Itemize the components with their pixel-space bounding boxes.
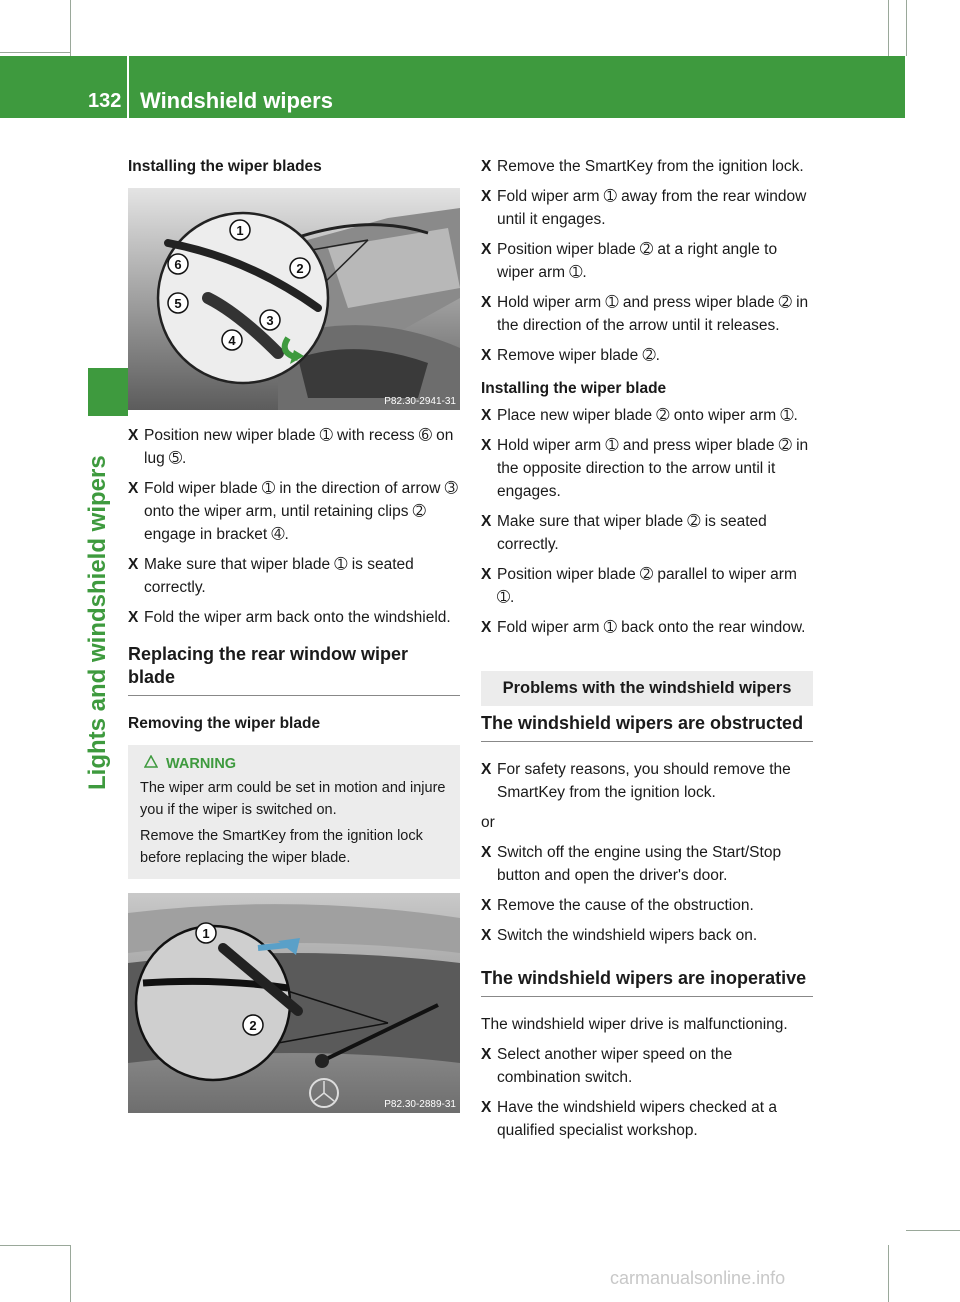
right-column xyxy=(481,155,813,1149)
figure1-illustration xyxy=(128,188,460,410)
obstructed-heading: The windshield wipers are obstructed xyxy=(481,712,813,742)
warning-triangle-icon xyxy=(144,753,158,775)
header-divider xyxy=(127,56,129,118)
step-item: X Position wiper blade ➁ at a right angle to wiper arm ➀. xyxy=(481,238,813,284)
step-marker: X xyxy=(481,927,492,944)
step-item: X Make sure that wiper blade ➁ is seated correctly. xyxy=(481,510,813,556)
step-item: X Fold wiper blade ➀ in the direction of arrow ➂ onto the wiper arm, until retaining clips ➁ engage in bracket ➃. xyxy=(128,477,460,546)
step-marker: X xyxy=(481,1046,492,1063)
crop-mark xyxy=(906,1230,960,1231)
figure-wiper-blade-install xyxy=(128,188,460,410)
step-marker: X xyxy=(481,347,492,364)
figure-rear-wiper xyxy=(128,893,460,1113)
step-marker: X xyxy=(481,1099,492,1116)
step-item: X Position wiper blade ➁ parallel to wiper arm ➀. xyxy=(481,563,813,609)
page-number: 132 xyxy=(88,90,122,112)
crop-mark xyxy=(70,0,71,56)
warning-box xyxy=(128,745,460,879)
step-marker: X xyxy=(481,619,492,636)
problems-heading: Problems with the windshield wipers xyxy=(481,671,813,706)
step-item: X Position new wiper blade ➀ with recess ➅ on lug ➄. xyxy=(128,424,460,470)
step-item: X Remove the cause of the obstruction. xyxy=(481,894,813,917)
crop-mark xyxy=(906,0,907,56)
or-text: or xyxy=(481,814,495,831)
removing-blade-heading: Removing the wiper blade xyxy=(128,715,321,732)
step-item: X Remove wiper blade ➁. xyxy=(481,344,813,367)
callout-6: 6 xyxy=(174,257,182,272)
step-item: X Remove the SmartKey from the ignition lock. xyxy=(481,155,813,178)
step-marker: X xyxy=(481,897,492,914)
step-marker: X xyxy=(481,513,492,530)
crop-mark xyxy=(888,0,889,56)
step-item: X Fold the wiper arm back onto the windshield. xyxy=(128,606,460,629)
step-marker: X xyxy=(481,188,492,205)
warning-para-2: Remove the SmartKey from the ignition lock before replacing the wiper blade. xyxy=(140,828,423,866)
step-marker: X xyxy=(481,158,492,175)
inoperative-text: The windshield wiper drive is malfunctioning. xyxy=(481,1016,788,1033)
callout-1: 1 xyxy=(202,926,210,941)
step-marker: X xyxy=(481,566,492,583)
step-marker: X xyxy=(481,761,492,778)
step-item: X Fold wiper arm ➀ back onto the rear window. xyxy=(481,616,813,639)
step-item: X Have the windshield wipers checked at a qualified specialist workshop. xyxy=(481,1096,813,1142)
watermark: carmanualsonline.info xyxy=(610,1268,786,1288)
step-marker: X xyxy=(128,609,139,626)
step-marker: X xyxy=(128,556,139,573)
step-item: X Fold wiper arm ➀ away from the rear window until it engages. xyxy=(481,185,813,231)
install-blade-heading: Installing the wiper blade xyxy=(481,380,667,397)
step-marker: X xyxy=(481,844,492,861)
warning-header xyxy=(140,753,448,775)
callout-4: 4 xyxy=(228,333,236,348)
step-item: X Switch off the engine using the Start/Stop button and open the driver's door. xyxy=(481,841,813,887)
step-item: X Hold wiper arm ➀ and press wiper blade ➁ in the opposite direction to the arrow until it engages. xyxy=(481,434,813,503)
step-item: X Select another wiper speed on the combination switch. xyxy=(481,1043,813,1089)
figure2-code: P82.30-2889-31 xyxy=(384,1099,456,1110)
figure2-illustration xyxy=(128,893,460,1113)
side-tab-label: Lights and windshield wipers xyxy=(84,455,111,790)
step-marker: X xyxy=(481,294,492,311)
figure1-code: P82.30-2941-31 xyxy=(384,396,456,407)
crop-mark xyxy=(70,1245,71,1302)
step-marker: X xyxy=(481,407,492,424)
step-item: X Make sure that wiper blade ➀ is seated correctly. xyxy=(128,553,460,599)
crop-mark xyxy=(888,1245,889,1302)
installing-blades-heading: Installing the wiper blades xyxy=(128,158,322,175)
step-item: X Switch the windshield wipers back on. xyxy=(481,924,813,947)
callout-2: 2 xyxy=(249,1018,257,1033)
inoperative-heading: The windshield wipers are inoperative xyxy=(481,967,813,997)
section-title: Windshield wipers xyxy=(140,88,333,113)
step-marker: X xyxy=(128,480,139,497)
callout-1: 1 xyxy=(236,223,244,238)
callout-2: 2 xyxy=(296,261,304,276)
left-column xyxy=(128,155,460,1127)
rear-wiper-heading: Replacing the rear window wiper blade xyxy=(128,643,460,696)
step-item: X Hold wiper arm ➀ and press wiper blade ➁ in the direction of the arrow until it releases. xyxy=(481,291,813,337)
callout-5: 5 xyxy=(174,296,182,311)
crop-mark xyxy=(0,1245,70,1246)
warning-title: WARNING xyxy=(166,756,237,772)
warning-para-1: The wiper arm could be set in motion and injure you if the wiper is switched on. xyxy=(140,780,446,818)
crop-mark xyxy=(0,52,70,53)
step-marker: X xyxy=(481,437,492,454)
step-item: X Place new wiper blade ➁ onto wiper arm ➀. xyxy=(481,404,813,427)
step-marker: X xyxy=(128,427,139,444)
callout-3: 3 xyxy=(266,313,274,328)
header-band xyxy=(0,56,905,118)
step-marker: X xyxy=(481,241,492,258)
step-item: X For safety reasons, you should remove the SmartKey from the ignition lock. xyxy=(481,758,813,804)
